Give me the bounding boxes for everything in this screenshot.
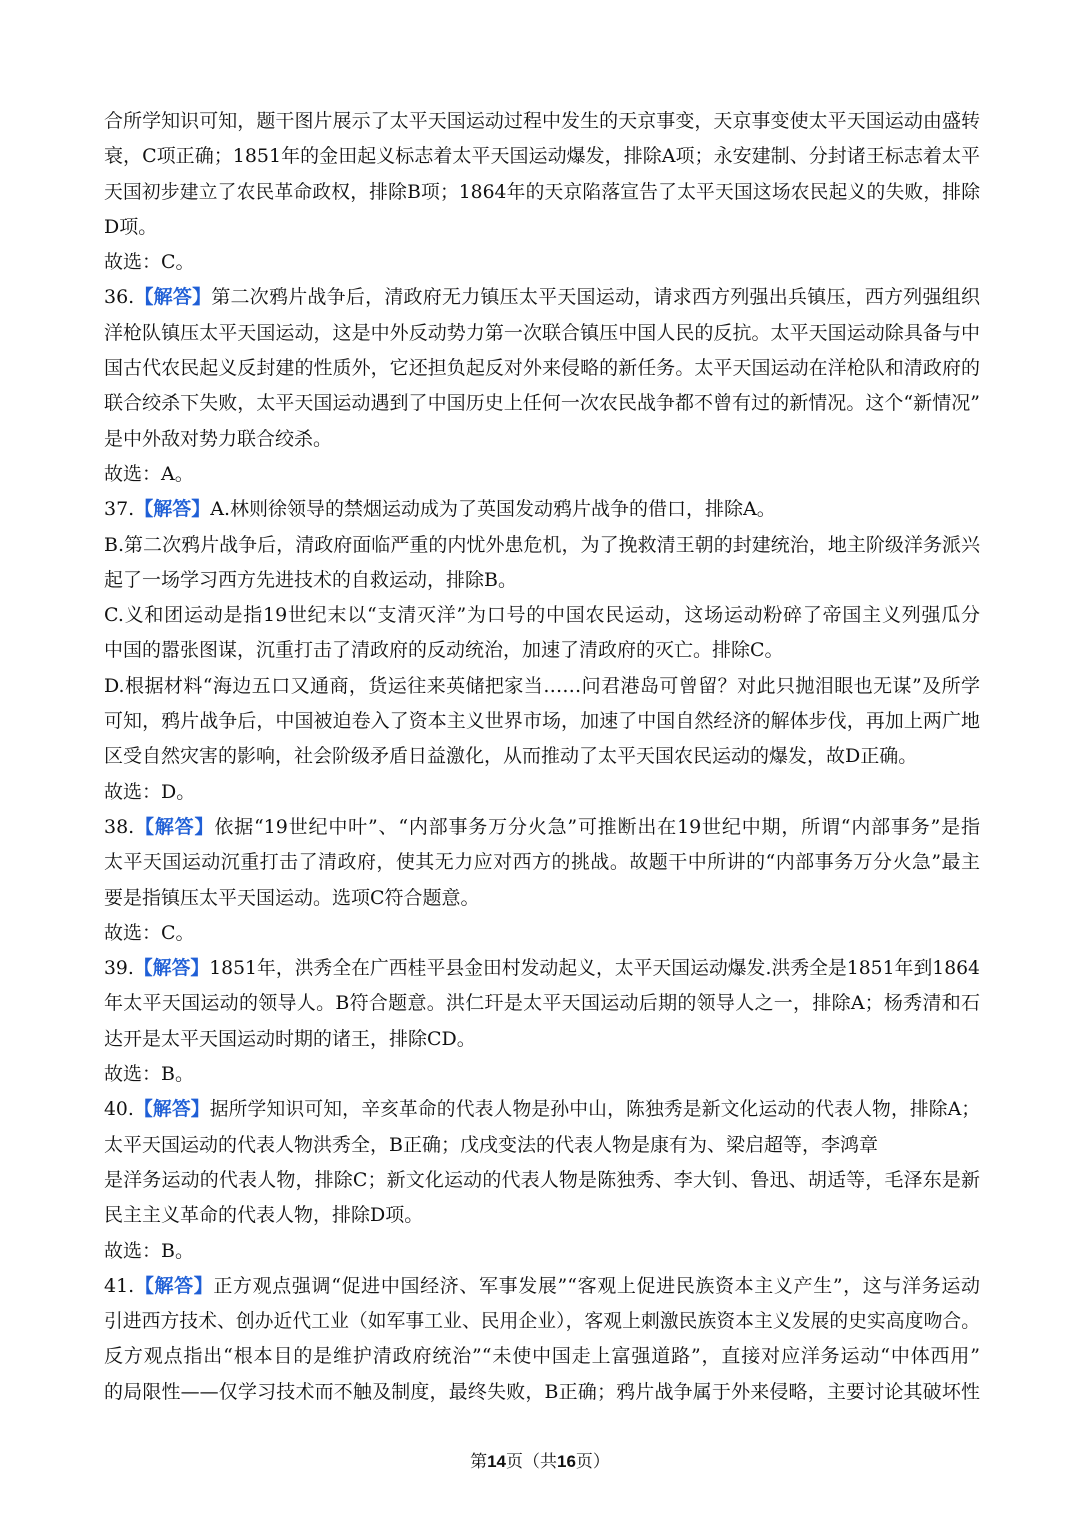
answer-tag: 【解答】 <box>133 1098 210 1121</box>
line-text: 的局限性——仅学习技术而不触及制度，最终失败，B正确；鸦片战争属于外来侵略，主要讨论其破坏性 <box>104 1380 980 1403</box>
text-line <box>104 351 980 386</box>
text-line <box>104 175 980 210</box>
line-text: 中国的嚣张图谋，沉重打击了清政府的反动统治，加速了清政府的灭亡。排除C。 <box>104 639 784 662</box>
text-line <box>104 1375 980 1410</box>
question-number: 41. <box>104 1274 135 1297</box>
line-text: 依据“19世纪中叶”、“内部事务万分火急”可推断出在19世纪中期，所谓“内部事务”是指 <box>214 815 980 838</box>
line-text: 衰，C项正确；1851年的金田起义标志着太平天国运动爆发，排除A项；永安建制、分封诸王标志着太平 <box>104 145 980 168</box>
text-line <box>104 1304 980 1339</box>
text-line <box>104 386 980 421</box>
line-text: 故选：B。 <box>104 1063 194 1086</box>
line-text: 年太平天国运动的领导人。B符合题意。洪仁玕是太平天国运动后期的领导人之一，排除A；杨秀清和石 <box>104 992 980 1015</box>
question-number: 36. <box>104 286 135 309</box>
text-line <box>104 1163 980 1198</box>
text-line <box>104 1022 980 1057</box>
answer-tag: 【解答】 <box>134 815 215 838</box>
line-text: 太平天国运动沉重打击了清政府，使其无力应对西方的挑战。故题干中所讲的“内部事务万分火急”最主 <box>104 851 980 874</box>
line-text: 区受自然灾害的影响，社会阶级矛盾日益激化，从而推动了太平天国农民运动的爆发，故D正确。 <box>104 745 918 768</box>
line-text: 故选：C。 <box>104 921 195 944</box>
text-line <box>104 316 980 351</box>
line-text: 故选：D。 <box>104 780 196 803</box>
text-line <box>104 245 980 280</box>
line-text: 第二次鸦片战争后，清政府无力镇压太平天国运动，请求西方列强出兵镇压，西方列强组织 <box>211 286 980 309</box>
text-line <box>104 916 980 951</box>
text-line <box>104 1234 980 1269</box>
answer-item-start <box>104 492 980 527</box>
text-line <box>104 528 980 563</box>
text-line <box>104 598 980 633</box>
text-line <box>104 633 980 668</box>
line-text: 故选：B。 <box>104 1239 194 1262</box>
line-text: B.第二次鸦片战争后，清政府面临严重的内忧外患危机，为了挽救清王朝的封建统治，地主阶级洋务派兴 <box>104 533 980 556</box>
text-line <box>104 422 980 457</box>
line-text: C.义和团运动是指19世纪末以“支清灭洋”为口号的中国农民运动，这场运动粉碎了帝国主义列强瓜分 <box>104 604 980 627</box>
line-text: 要是指镇压太平天国运动。选项C符合题意。 <box>104 886 480 909</box>
line-text: 达开是太平天国运动时期的诸王，排除CD。 <box>104 1027 476 1050</box>
line-text: 故选：A。 <box>104 462 194 485</box>
current-page-number: 14 <box>487 1452 506 1471</box>
line-text: 据所学知识可知，辛亥革命的代表人物是孙中山，陈独秀是新文化运动的代表人物，排除A； <box>209 1099 981 1121</box>
footer-middle: 页（共 <box>506 1452 557 1472</box>
line-text: 是中外敌对势力联合绞杀。 <box>104 427 333 450</box>
line-text: 起了一场学习西方先进技术的自救运动，排除B。 <box>104 568 517 591</box>
line-text: 合所学知识可知，题干图片展示了太平天国运动过程中发生的天京事变，天京事变使太平天国运动由盛转 <box>104 110 980 132</box>
line-text: A.林则徐领导的禁烟运动成为了英国发动鸦片战争的借口，排除A。 <box>210 498 776 521</box>
question-number: 40. <box>104 1099 134 1121</box>
line-text: 引进西方技术、创办近代工业（如军事工业、民用企业），客观上刺激民族资本主义发展的史实高度吻合。 <box>104 1311 980 1333</box>
line-text: 正方观点强调“促进中国经济、军事发展”“客观上促进民族资本主义产生”，这与洋务运动 <box>213 1274 980 1297</box>
answer-tag: 【解答】 <box>134 498 211 521</box>
text-line <box>104 845 980 880</box>
text-line <box>104 104 980 139</box>
text-line <box>104 457 980 492</box>
answer-item-start <box>104 810 980 845</box>
line-text: D.根据材料“海边五口又通商，货运往来英储把家当……问君港岛可曾留？对此只抛泪眼也无谋”及所学 <box>104 674 980 697</box>
answer-tag: 【解答】 <box>133 957 210 980</box>
total-page-number: 16 <box>557 1452 576 1471</box>
text-line <box>104 669 980 704</box>
line-text: 洋枪队镇压太平天国运动，这是中外反动势力第一次联合镇压中国人民的反抗。太平天国运动除具备与中 <box>104 321 980 344</box>
answer-tag: 【解答】 <box>134 286 212 309</box>
line-text: 民主主义革命的代表人物，排除D项。 <box>104 1204 424 1227</box>
text-line <box>104 1339 980 1374</box>
page-footer <box>0 1450 1080 1474</box>
line-text: 可知，鸦片战争后，中国被迫卷入了资本主义世界市场，加速了中国自然经济的解体步伐，再加上两广地 <box>104 710 980 733</box>
answer-item-start <box>104 280 980 315</box>
question-number: 37. <box>104 498 135 521</box>
line-text: 联合绞杀下失败，太平天国运动遇到了中国历史上任何一次农民战争都不曾有过的新情况。这个“新情况” <box>104 392 980 415</box>
text-line <box>104 1198 980 1233</box>
text-line <box>104 1128 980 1163</box>
text-line <box>104 563 980 598</box>
text-line <box>104 881 980 916</box>
footer-prefix: 第 <box>470 1452 488 1472</box>
answer-tag: 【解答】 <box>134 1274 214 1297</box>
answer-item-start <box>104 1269 980 1304</box>
line-text: D项。 <box>104 215 158 238</box>
answer-item-start <box>104 1092 980 1127</box>
line-text: 天国初步建立了农民革命政权，排除B项；1864年的天京陷落宣告了太平天国这场农民起义的失败，排除 <box>104 181 980 203</box>
text-line <box>104 986 980 1021</box>
text-line <box>104 704 980 739</box>
text-line <box>104 210 980 245</box>
answer-item-start <box>104 951 980 986</box>
document-body <box>104 104 980 1410</box>
text-line <box>104 139 980 174</box>
line-text: 是洋务运动的代表人物，排除C；新文化运动的代表人物是陈独秀、李大钊、鲁迅、胡适等，毛泽东是新 <box>104 1168 980 1191</box>
question-number: 38. <box>104 815 135 838</box>
line-text: 故选：C。 <box>104 251 195 274</box>
footer-suffix: 页） <box>575 1452 610 1472</box>
line-text: 太平天国运动的代表人物洪秀全，B正确；戊戌变法的代表人物是康有为、梁启超等，李鸿章 <box>104 1133 878 1156</box>
line-text: 国古代农民起义反封建的性质外，它还担负起反对外来侵略的新任务。太平天国运动在洋枪队和清政府的 <box>104 357 980 380</box>
text-line <box>104 1057 980 1092</box>
question-number: 39. <box>104 958 134 980</box>
text-line <box>104 775 980 810</box>
line-text: 1851年，洪秀全在广西桂平县金田村发动起义，太平天国运动爆发.洪秀全是1851年到1864 <box>209 958 980 980</box>
text-line <box>104 739 980 774</box>
line-text: 反方观点指出“根本目的是维护清政府统治”“未使中国走上富强道路”，直接对应洋务运动“中体西用” <box>104 1345 980 1368</box>
